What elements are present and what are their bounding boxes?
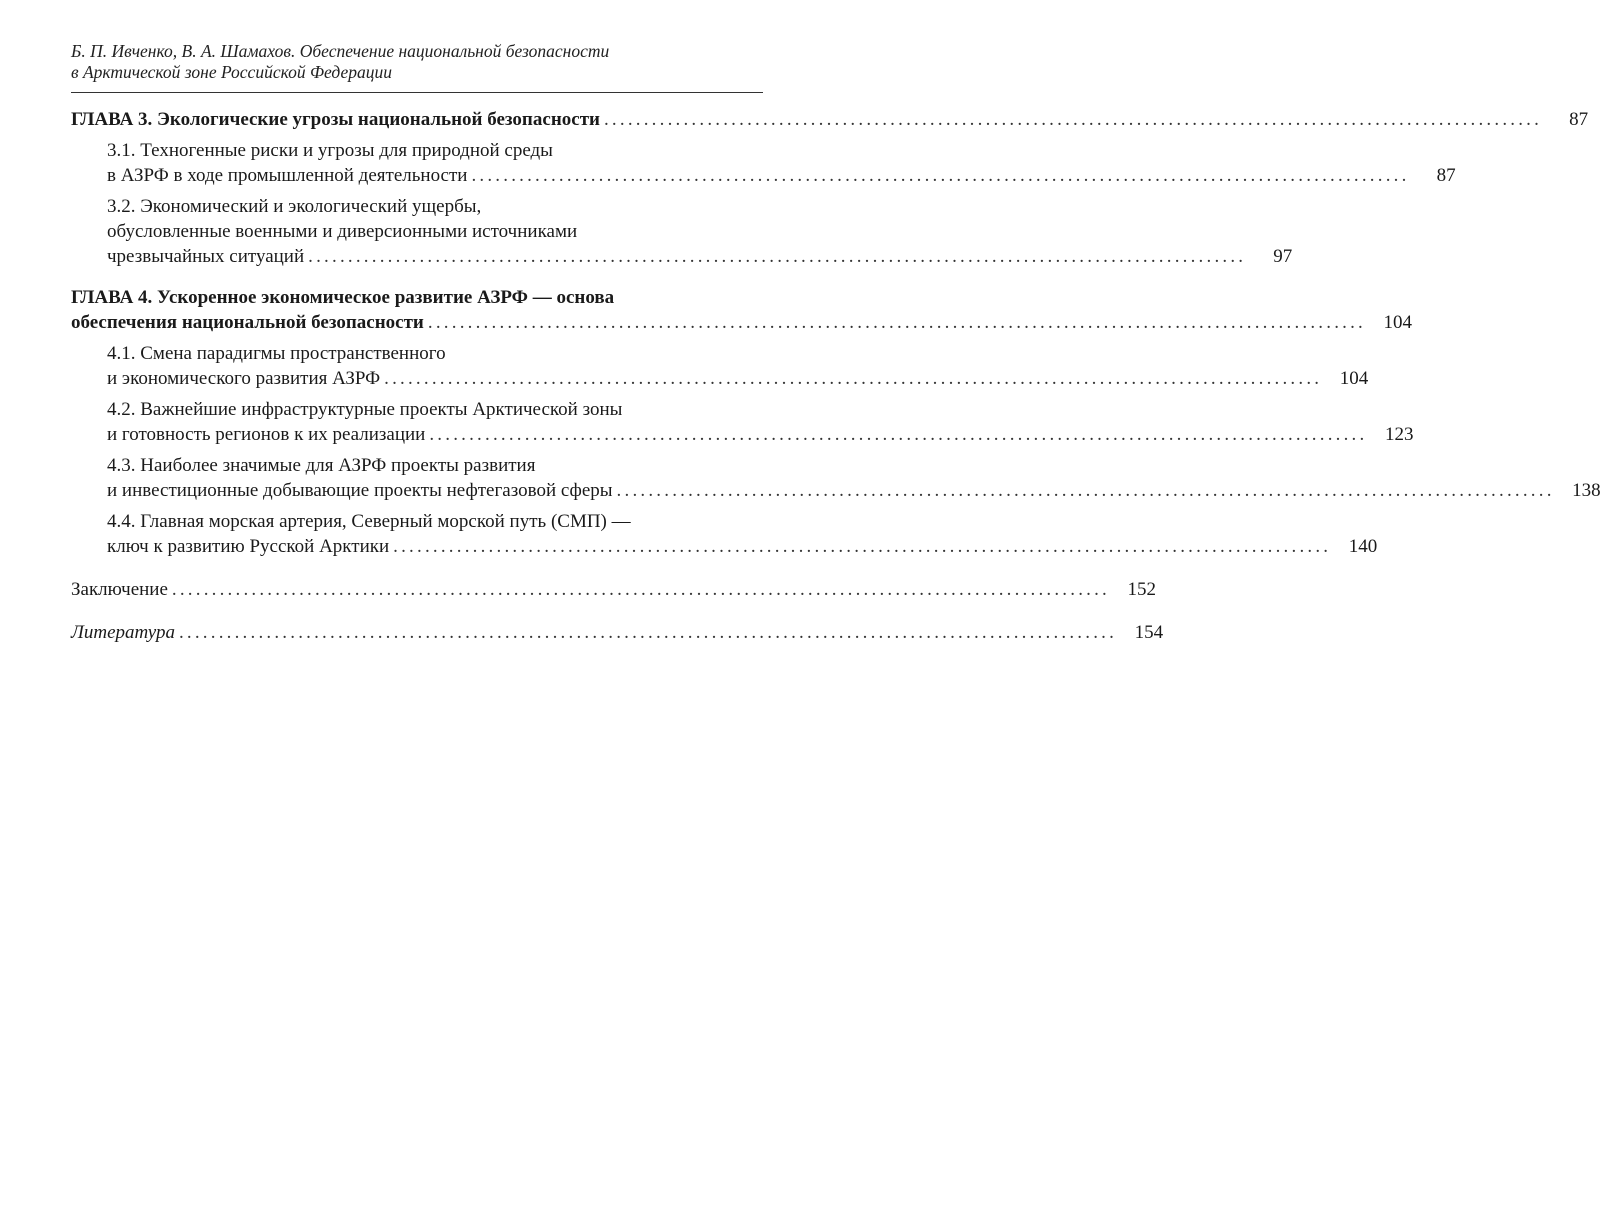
leader-dots: ...................................................................................................................... <box>427 312 1366 333</box>
leader-dots: ...................................................................................................................... <box>616 480 1555 501</box>
toc-section-4-1-line-1: 4.1. Смена парадигмы пространственного <box>107 343 446 364</box>
leader-dots: ...................................................................................................................... <box>171 579 1111 600</box>
table-of-contents <box>71 107 1601 645</box>
toc-section-3-2-page: 97 <box>1273 246 1293 267</box>
toc-section-3-2-line-3: чрезвычайных ситуаций <box>107 246 305 267</box>
toc-section-4-2-page: 123 <box>1384 424 1414 445</box>
toc-section-4-1-line-2: и экономического развития АЗРФ <box>107 368 381 389</box>
toc-conclusion[interactable] <box>71 577 1157 602</box>
toc-conclusion-title: Заключение <box>71 579 168 600</box>
toc-section-3-2[interactable] <box>107 194 1293 269</box>
toc-chapter-4[interactable] <box>71 285 1412 335</box>
toc-conclusion-page: 152 <box>1127 579 1157 600</box>
running-header <box>71 41 763 83</box>
toc-chapter-3-page: 87 <box>1569 109 1589 130</box>
toc-literature[interactable] <box>71 620 1164 645</box>
toc-section-3-2-line-1: 3.2. Экономический и экологический ущербы, <box>107 196 482 217</box>
toc-section-3-1-line-1: 3.1. Техногенные риски и угрозы для природной среды <box>107 140 553 161</box>
leader-dots: ...................................................................................................................... <box>308 246 1247 267</box>
leader-dots: ...................................................................................................................... <box>429 424 1368 445</box>
toc-section-3-2-line-2: обусловленные военными и диверсионными источниками <box>107 221 578 242</box>
toc-chapter-4-line-1: ГЛАВА 4. Ускоренное экономическое развитие АЗРФ — основа <box>71 287 615 308</box>
toc-section-4-4-page: 140 <box>1348 536 1378 557</box>
toc-chapter-4-line-2: обеспечения национальной безопасности <box>71 312 424 333</box>
toc-section-4-3-line-1: 4.3. Наиболее значимые для АЗРФ проекты развития <box>107 455 536 476</box>
toc-section-3-1-page: 87 <box>1436 165 1456 186</box>
running-header-line-2: в Арктической зоне Российской Федерации <box>71 62 392 82</box>
leader-dots: ...................................................................................................................... <box>393 536 1332 557</box>
toc-section-3-1[interactable] <box>107 138 1456 188</box>
leader-dots: ...................................................................................................................... <box>471 165 1410 186</box>
toc-section-3-1-line-2: в АЗРФ в ходе промышленной деятельности <box>107 165 468 186</box>
toc-section-4-4-line-1: 4.4. Главная морская артерия, Северный морской путь (СМП) — <box>107 511 631 532</box>
toc-section-4-4[interactable] <box>107 509 1378 559</box>
toc-section-4-1[interactable] <box>107 341 1369 391</box>
toc-section-4-3[interactable] <box>107 453 1601 503</box>
leader-dots: ...................................................................................................................... <box>178 622 1118 643</box>
toc-literature-page: 154 <box>1134 622 1164 643</box>
toc-chapter-4-page: 104 <box>1383 312 1412 333</box>
leader-dots: ...................................................................................................................... <box>603 109 1543 130</box>
toc-section-4-3-line-2: и инвестиционные добывающие проекты нефтегазовой сферы <box>107 480 613 501</box>
toc-section-4-2[interactable] <box>107 397 1414 447</box>
toc-literature-title: Литература <box>71 622 175 643</box>
toc-section-4-2-line-2: и готовность регионов к их реализации <box>107 424 426 445</box>
toc-section-4-2-line-1: 4.2. Важнейшие инфраструктурные проекты Арктической зоны <box>107 399 623 420</box>
toc-section-4-4-line-2: ключ к развитию Русской Арктики <box>107 536 390 557</box>
running-header-line-1: Б. П. Ивченко, В. А. Шамахов. Обеспечение национальной безопасности <box>71 41 610 61</box>
toc-section-4-3-page: 138 <box>1572 480 1601 501</box>
leader-dots: ...................................................................................................................... <box>384 368 1323 389</box>
toc-section-4-1-page: 104 <box>1339 368 1369 389</box>
toc-chapter-3-title: ГЛАВА 3. Экологические угрозы национальной безопасности <box>71 109 600 130</box>
header-divider <box>71 92 763 93</box>
toc-chapter-3[interactable] <box>71 107 1589 132</box>
